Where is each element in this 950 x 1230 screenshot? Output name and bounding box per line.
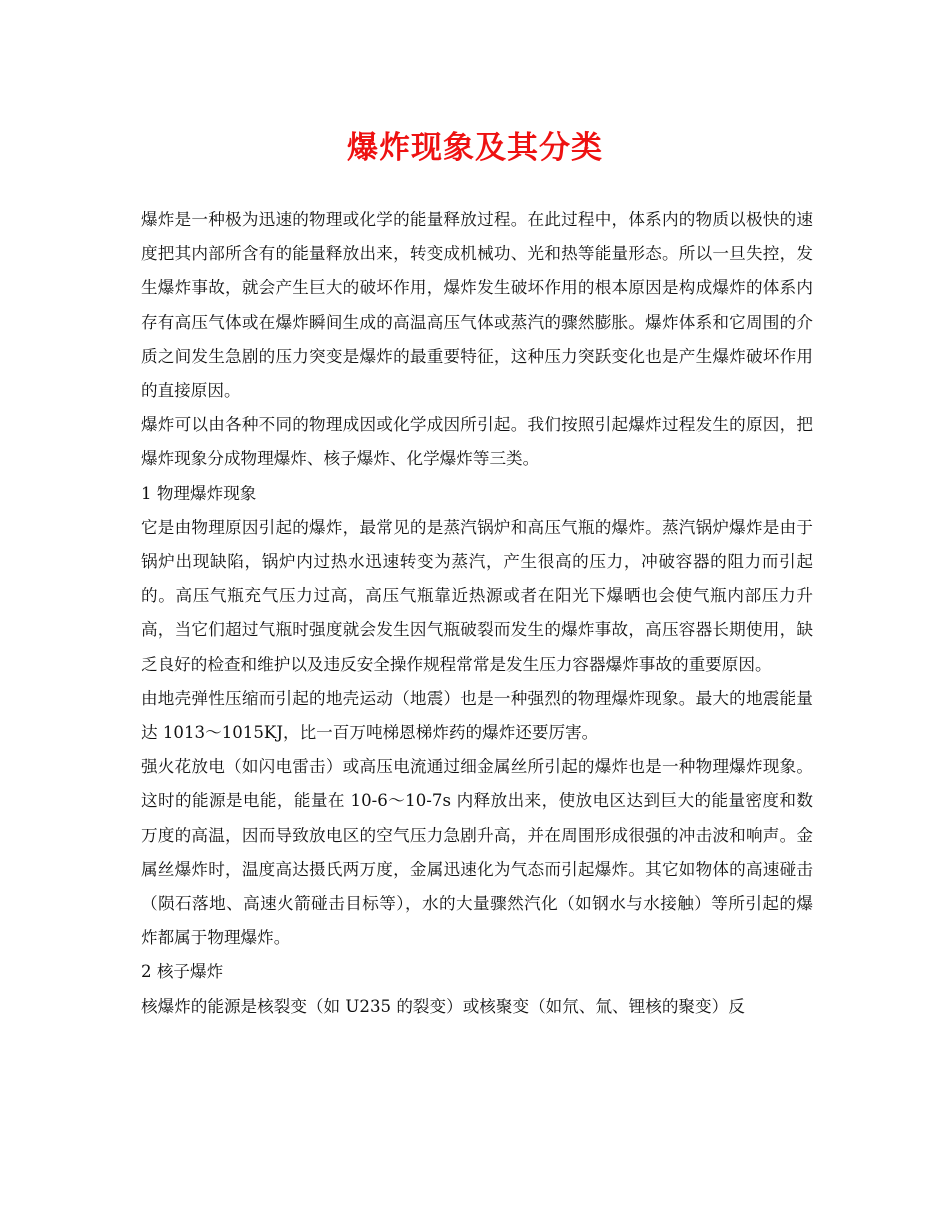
paragraph-intro: 爆炸是一种极为迅速的物理或化学的能量释放过程。在此过程中，体系内的物质以极快的速度把其内部所含有的能量释放出来，转变成机械功、光和热等能量形态。所以一旦失控，发生爆炸事故，就会产生巨大的破坏作用，爆炸发生破坏作用的根本原因是构成爆炸的体系内存有高压气体或在爆炸瞬间生成的高温高压气体或蒸汽的骤然膨胀。爆炸体系和它周围的介质之间发生急剧的压力突变是爆炸的最重要特征，这种压力突跃变化也是产生爆炸破坏作用的直接原因。 [141,210,813,401]
paragraph-nuclear-explosion: 核爆炸的能源是核裂变（如 U235 的裂变）或核聚变（如氘、氚、锂核的聚变）反 [141,996,745,1016]
paragraph-classification: 爆炸可以由各种不同的物理成因或化学成因所引起。我们按照引起爆炸过程发生的原因，把爆炸现象分成物理爆炸、核子爆炸、化学爆炸等三类。 [141,415,813,469]
document-body [141,203,813,1024]
document-title: 爆炸现象及其分类 [347,130,603,166]
section-heading-nuclear-explosion: 2 核子爆炸 [141,962,224,982]
paragraph-earthquake: 由地壳弹性压缩而引起的地壳运动（地震）也是一种强烈的物理爆炸现象。最大的地震能量达 1013～1015KJ，比一百万吨梯恩梯炸药的爆炸还要厉害。 [141,688,813,743]
paragraph-physical-explosion: 它是由物理原因引起的爆炸，最常见的是蒸汽锅炉和高压气瓶的爆炸。蒸汽锅炉爆炸是由于锅炉出现缺陷，锅炉内过热水迅速转变为蒸汽，产生很高的压力，冲破容器的阻力而引起的。高压气瓶充气压力过高，高压气瓶靠近热源或者在阳光下爆晒也会使气瓶内部压力升高，当它们超过气瓶时强度就会发生因气瓶破裂而发生的爆炸事故，高压容器长期使用，缺乏良好的检查和维护以及违反安全操作规程常常是发生压力容器爆炸事故的重要原因。 [141,517,813,674]
section-heading-physical-explosion: 1 物理爆炸现象 [141,483,257,503]
paragraph-spark-discharge: 强火花放电（如闪电雷击）或高压电流通过细金属丝所引起的爆炸也是一种物理爆炸现象。这时的能源是电能，能量在 10-6～10-7s 内释放出来，使放电区达到巨大的能量密度和数万度的高温，因而导致放电区的空气压力急剧升高，并在周围形成很强的冲击波和响声。金属丝爆炸时，温度高达摄氏两万度，金属迅速化为气态而引起爆炸。其它如物体的高速碰击（陨石落地、高速火箭碰击目标等），水的大量骤然汽化（如钢水与水接触）等所引起的爆炸都属于物理爆炸。 [141,757,813,948]
